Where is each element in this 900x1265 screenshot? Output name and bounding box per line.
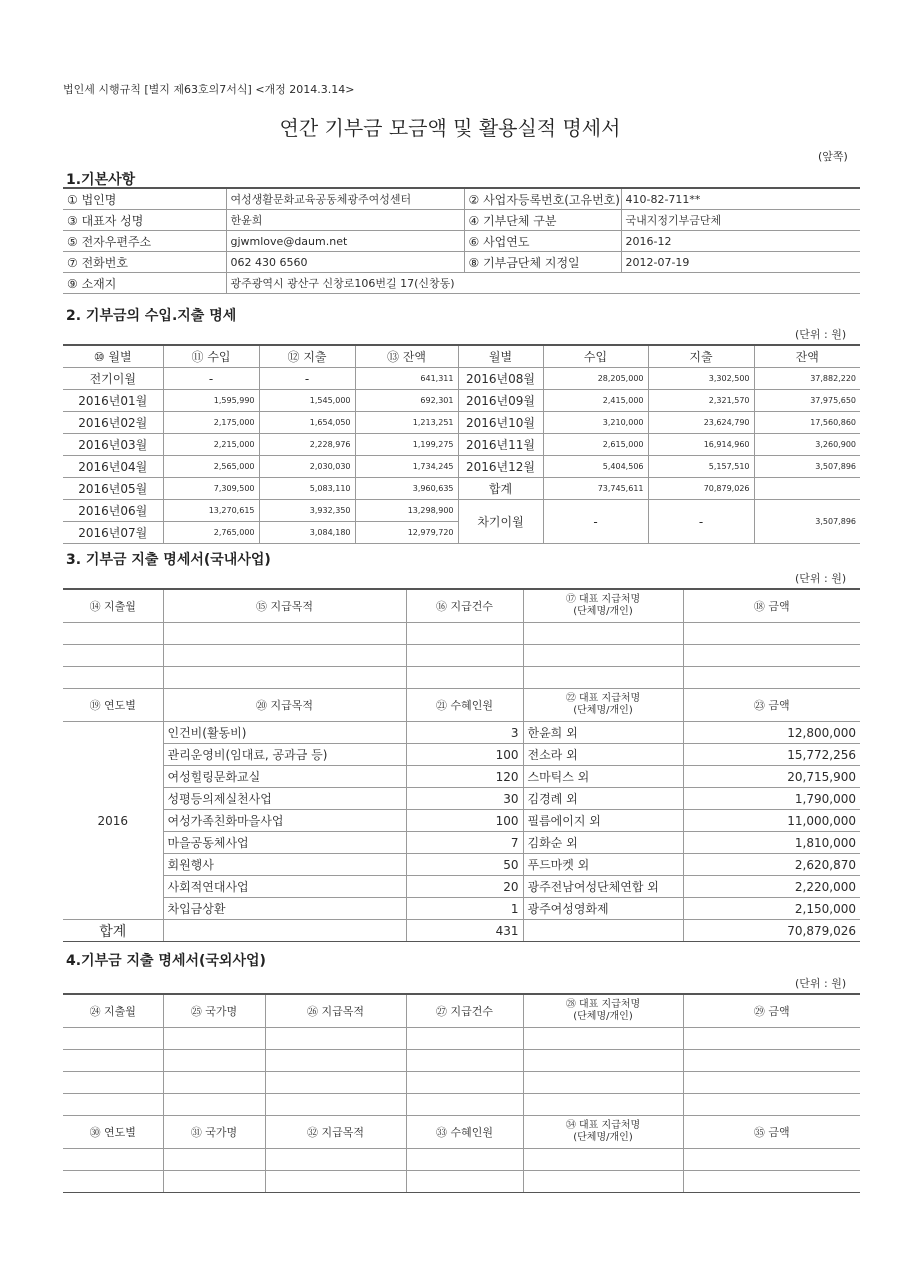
empty-cell: [523, 920, 683, 942]
column-header: [523, 589, 683, 623]
balance-cell: 3,260,900: [754, 434, 860, 456]
blank-row: [63, 1050, 860, 1072]
column-header: [523, 1116, 683, 1149]
regulation-text: 법인세 시행규칙 [별지 제63호의7서식] <개정 2014.3.14>: [63, 83, 355, 96]
empty-cell: [406, 667, 523, 689]
column-header: ㉔ 지출월: [63, 994, 163, 1028]
blank-row: [63, 1072, 860, 1094]
domestic-row: [63, 854, 860, 876]
column-header: [523, 689, 683, 722]
expense-cell: 5,157,510: [648, 456, 754, 478]
expense-cell: 3,932,350: [259, 500, 355, 522]
empty-cell: [163, 1094, 265, 1116]
empty-cell: [683, 1028, 860, 1050]
empty-cell: [683, 1149, 860, 1171]
month-cell: 2016년03월: [63, 434, 163, 456]
empty-cell: [163, 1072, 265, 1094]
column-header: 지출: [648, 345, 754, 368]
field-value: 국내지정기부금단체: [621, 210, 860, 231]
expense-cell: 2,228,976: [259, 434, 355, 456]
empty-cell: [265, 1094, 406, 1116]
empty-cell: [406, 1149, 523, 1171]
purpose-cell: 관리운영비(임대료, 공과금 등): [163, 744, 406, 766]
blank-row: [63, 1171, 860, 1193]
basic-info-row: [63, 231, 860, 252]
column-header: 잔액: [754, 345, 860, 368]
field-label: ⑥ 사업연도: [464, 231, 621, 252]
year-cell: 2016: [63, 722, 163, 920]
column-header: ⑳ 지급목적: [163, 689, 406, 722]
purpose-cell: 차입금상환: [163, 898, 406, 920]
income-row: [63, 390, 860, 412]
payee-cell: 광주전남여성단체연합 외: [523, 876, 683, 898]
blank-row: [63, 1149, 860, 1171]
empty-cell: [523, 623, 683, 645]
income-row: [63, 500, 860, 522]
month-cell: 2016년01월: [63, 390, 163, 412]
empty-cell: [265, 1072, 406, 1094]
empty-cell: [683, 1072, 860, 1094]
empty-cell: [406, 1050, 523, 1072]
field-value: 062 430 6560: [226, 252, 464, 273]
amount-cell: 1,810,000: [683, 832, 860, 854]
balance-cell: 13,298,900: [355, 500, 458, 522]
income-row: [63, 412, 860, 434]
empty-cell: [683, 1094, 860, 1116]
income-cell: 2,415,000: [543, 390, 648, 412]
foreign-yearly-header-row: [63, 1116, 860, 1149]
column-header: ⑩ 월별: [63, 345, 163, 368]
month-cell: 2016년08월: [458, 368, 543, 390]
amount-cell: 1,790,000: [683, 788, 860, 810]
empty-cell: [523, 1094, 683, 1116]
section4-unit: (단위 : 원): [795, 977, 847, 990]
count-cell: 7: [406, 832, 523, 854]
column-header: ⑪ 수입: [163, 345, 259, 368]
payee-cell: 스마틱스 외: [523, 766, 683, 788]
balance-cell: 17,560,860: [754, 412, 860, 434]
payee-header-line1: ㉒ 대표 지급처명: [565, 693, 641, 704]
empty-cell: [523, 1149, 683, 1171]
expense-cell: 3,302,500: [648, 368, 754, 390]
column-header: ⑮ 지급목적: [163, 589, 406, 623]
empty-cell: [265, 1149, 406, 1171]
expense-cell: 2,030,030: [259, 456, 355, 478]
empty-cell: [683, 623, 860, 645]
payee-header-line2: (단체명/개인): [573, 1011, 633, 1022]
empty-cell: [406, 1094, 523, 1116]
empty-cell: [265, 1050, 406, 1072]
field-label: ④ 기부단체 구분: [464, 210, 621, 231]
column-header: [523, 994, 683, 1028]
balance-cell: 1,734,245: [355, 456, 458, 478]
domestic-expense-table: [63, 588, 860, 942]
payee-header-line2: (단체명/개인): [573, 606, 633, 617]
payee-cell: 김화순 외: [523, 832, 683, 854]
amount-cell: 11,000,000: [683, 810, 860, 832]
amount-cell: 2,150,000: [683, 898, 860, 920]
balance-cell: 3,507,896: [754, 500, 860, 544]
field-value: 410-82-711**: [621, 188, 860, 210]
payee-cell: 필름에이지 외: [523, 810, 683, 832]
payee-header-line1: ㉘ 대표 지급처명: [565, 999, 641, 1010]
basic-info-row: [63, 252, 860, 273]
column-header: ㉚ 연도별: [63, 1116, 163, 1149]
column-header: ⑱ 금액: [683, 589, 860, 623]
month-cell: 2016년07월: [63, 522, 163, 544]
blank-row: [63, 1094, 860, 1116]
payee-header-line2: (단체명/개인): [573, 705, 633, 716]
amount-cell: 2,220,000: [683, 876, 860, 898]
income-cell: 2,615,000: [543, 434, 648, 456]
count-cell: 100: [406, 810, 523, 832]
section4-heading: 4.기부금 지출 명세서(국외사업): [66, 953, 266, 969]
empty-cell: [163, 623, 406, 645]
empty-cell: [265, 1171, 406, 1193]
purpose-cell: 사회적연대사업: [163, 876, 406, 898]
empty-cell: [63, 645, 163, 667]
income-cell: 1,595,990: [163, 390, 259, 412]
section2-unit: (단위 : 원): [795, 328, 847, 341]
purpose-cell: 성평등의제실천사업: [163, 788, 406, 810]
empty-cell: [163, 645, 406, 667]
income-cell: 2,215,000: [163, 434, 259, 456]
foreign-expense-table: [63, 993, 860, 1193]
expense-cell: 5,083,110: [259, 478, 355, 500]
column-header: ㉛ 국가명: [163, 1116, 265, 1149]
column-header: ㉖ 지급목적: [265, 994, 406, 1028]
blank-row: [63, 645, 860, 667]
month-cell: 2016년06월: [63, 500, 163, 522]
month-cell: 2016년12월: [458, 456, 543, 478]
count-cell: 120: [406, 766, 523, 788]
income-expense-table: [63, 344, 860, 544]
domestic-row: [63, 810, 860, 832]
balance-cell: 12,979,720: [355, 522, 458, 544]
empty-cell: [63, 1149, 163, 1171]
balance-cell: 692,301: [355, 390, 458, 412]
month-cell: 2016년04월: [63, 456, 163, 478]
balance-cell: 1,213,251: [355, 412, 458, 434]
count-cell: 100: [406, 744, 523, 766]
income-cell: 2,175,000: [163, 412, 259, 434]
income-cell: 2,765,000: [163, 522, 259, 544]
income-cell: 73,745,611: [543, 478, 648, 500]
empty-cell: [163, 1028, 265, 1050]
empty-cell: [406, 1028, 523, 1050]
domestic-row: [63, 832, 860, 854]
field-label: ⑦ 전화번호: [63, 252, 226, 273]
empty-cell: [406, 1072, 523, 1094]
front-page-label: (앞쪽): [818, 150, 848, 163]
expense-cell: -: [648, 500, 754, 544]
purpose-cell: 마을공동체사업: [163, 832, 406, 854]
empty-cell: [523, 1028, 683, 1050]
empty-cell: [63, 1094, 163, 1116]
basic-info-table: [63, 187, 860, 294]
balance-cell: 641,311: [355, 368, 458, 390]
blank-row: [63, 667, 860, 689]
total-label: 합계: [63, 920, 163, 942]
income-row: [63, 456, 860, 478]
balance-cell: 3,507,896: [754, 456, 860, 478]
amount-cell: 15,772,256: [683, 744, 860, 766]
income-cell: 3,210,000: [543, 412, 648, 434]
domestic-row: [63, 722, 860, 744]
column-header: 수입: [543, 345, 648, 368]
empty-cell: [683, 1050, 860, 1072]
address-value: 광주광역시 광산구 신창로106번길 17(신창동): [226, 273, 860, 294]
empty-cell: [406, 1171, 523, 1193]
column-header: 월별: [458, 345, 543, 368]
income-cell: -: [163, 368, 259, 390]
blank-row: [63, 623, 860, 645]
payee-header-line1: ㉞ 대표 지급처명: [565, 1120, 641, 1131]
income-cell: -: [543, 500, 648, 544]
empty-cell: [163, 1050, 265, 1072]
empty-cell: [265, 1028, 406, 1050]
field-value: 2016-12: [621, 231, 860, 252]
section2-heading: 2. 기부금의 수입.지출 명세: [66, 308, 237, 324]
empty-cell: [523, 1072, 683, 1094]
expense-cell: 1,654,050: [259, 412, 355, 434]
domestic-row: [63, 898, 860, 920]
expense-cell: 16,914,960: [648, 434, 754, 456]
field-value: 한윤희: [226, 210, 464, 231]
income-row: [63, 478, 860, 500]
foreign-header-row: [63, 994, 860, 1028]
section3-unit: (단위 : 원): [795, 572, 847, 585]
month-cell: 전기이월: [63, 368, 163, 390]
payee-cell: 한윤희 외: [523, 722, 683, 744]
balance-cell: 1,199,275: [355, 434, 458, 456]
field-label: ② 사업자등록번호(고유번호): [464, 188, 621, 210]
column-header: ⑯ 지급건수: [406, 589, 523, 623]
expense-cell: -: [259, 368, 355, 390]
field-value: gjwmlove@daum.net: [226, 231, 464, 252]
income-row: [63, 368, 860, 390]
column-header: ㉙ 금액: [683, 994, 860, 1028]
payee-cell: 전소라 외: [523, 744, 683, 766]
basic-info-row: [63, 210, 860, 231]
income-cell: 28,205,000: [543, 368, 648, 390]
month-cell: 차기이월: [458, 500, 543, 544]
blank-row: [63, 1028, 860, 1050]
payee-header-line2: (단체명/개인): [573, 1132, 633, 1143]
empty-cell: [163, 1171, 265, 1193]
field-label: ⑤ 전자우편주소: [63, 231, 226, 252]
empty-cell: [523, 667, 683, 689]
purpose-cell: 회원행사: [163, 854, 406, 876]
field-label: ③ 대표자 성명: [63, 210, 226, 231]
total-count: 431: [406, 920, 523, 942]
balance-cell: 37,975,650: [754, 390, 860, 412]
domestic-yearly-header-row: [63, 689, 860, 722]
expense-cell: 70,879,026: [648, 478, 754, 500]
month-cell: 2016년09월: [458, 390, 543, 412]
domestic-row: [63, 876, 860, 898]
expense-cell: 2,321,570: [648, 390, 754, 412]
column-header: ⑫ 지출: [259, 345, 355, 368]
document-title: 연간 기부금 모금액 및 활용실적 명세서: [279, 116, 621, 140]
count-cell: 20: [406, 876, 523, 898]
empty-cell: [163, 667, 406, 689]
payee-header-line1: ⑰ 대표 지급처명: [565, 594, 641, 605]
empty-cell: [523, 1171, 683, 1193]
field-value: 여성생활문화교육공동체광주여성센터: [226, 188, 464, 210]
empty-cell: [63, 667, 163, 689]
expense-cell: 1,545,000: [259, 390, 355, 412]
column-header: ⑬ 잔액: [355, 345, 458, 368]
income-cell: 13,270,615: [163, 500, 259, 522]
empty-cell: [163, 920, 406, 942]
balance-cell: 3,960,635: [355, 478, 458, 500]
column-header: ⑭ 지출월: [63, 589, 163, 623]
column-header: ㉑ 수혜인원: [406, 689, 523, 722]
empty-cell: [406, 623, 523, 645]
total-amount: 70,879,026: [683, 920, 860, 942]
column-header: ㉓ 금액: [683, 689, 860, 722]
empty-cell: [63, 1171, 163, 1193]
empty-cell: [63, 1028, 163, 1050]
count-cell: 30: [406, 788, 523, 810]
empty-cell: [406, 645, 523, 667]
amount-cell: 2,620,870: [683, 854, 860, 876]
balance-cell: 37,882,220: [754, 368, 860, 390]
domestic-row: [63, 766, 860, 788]
empty-cell: [163, 1149, 265, 1171]
empty-cell: [523, 1050, 683, 1072]
column-header: ㉕ 국가명: [163, 994, 265, 1028]
month-cell: 2016년11월: [458, 434, 543, 456]
basic-info-row: [63, 188, 860, 210]
domestic-total-row: [63, 920, 860, 942]
field-label: ① 법인명: [63, 188, 226, 210]
purpose-cell: 인건비(활동비): [163, 722, 406, 744]
column-header: ㉗ 지급건수: [406, 994, 523, 1028]
column-header: ㉟ 금액: [683, 1116, 860, 1149]
month-cell: 합계: [458, 478, 543, 500]
column-header: ㉝ 수혜인원: [406, 1116, 523, 1149]
payee-cell: 김경례 외: [523, 788, 683, 810]
domestic-row: [63, 788, 860, 810]
field-label: ⑧ 기부금단체 지정일: [464, 252, 621, 273]
empty-cell: [63, 623, 163, 645]
month-cell: 2016년10월: [458, 412, 543, 434]
empty-cell: [683, 667, 860, 689]
month-cell: 2016년05월: [63, 478, 163, 500]
payee-cell: 광주여성영화제: [523, 898, 683, 920]
count-cell: 1: [406, 898, 523, 920]
purpose-cell: 여성힐링문화교실: [163, 766, 406, 788]
income-header-row: [63, 345, 860, 368]
count-cell: 3: [406, 722, 523, 744]
month-cell: 2016년02월: [63, 412, 163, 434]
expense-cell: 23,624,790: [648, 412, 754, 434]
balance-cell: [754, 478, 860, 500]
count-cell: 50: [406, 854, 523, 876]
purpose-cell: 여성가족친화마을사업: [163, 810, 406, 832]
income-cell: 5,404,506: [543, 456, 648, 478]
payee-cell: 푸드마켓 외: [523, 854, 683, 876]
empty-cell: [523, 645, 683, 667]
field-value: 2012-07-19: [621, 252, 860, 273]
domestic-header-row: [63, 589, 860, 623]
expense-cell: 3,084,180: [259, 522, 355, 544]
amount-cell: 20,715,900: [683, 766, 860, 788]
income-cell: 7,309,500: [163, 478, 259, 500]
income-cell: 2,565,000: [163, 456, 259, 478]
amount-cell: 12,800,000: [683, 722, 860, 744]
address-label: ⑨ 소재지: [63, 273, 226, 294]
empty-cell: [63, 1072, 163, 1094]
empty-cell: [683, 645, 860, 667]
column-header: ⑲ 연도별: [63, 689, 163, 722]
domestic-row: [63, 744, 860, 766]
section1-heading: 1.기본사항: [66, 172, 136, 188]
column-header: ㉜ 지급목적: [265, 1116, 406, 1149]
section3-heading: 3. 기부금 지출 명세서(국내사업): [66, 552, 271, 568]
income-row: [63, 434, 860, 456]
empty-cell: [63, 1050, 163, 1072]
empty-cell: [683, 1171, 860, 1193]
